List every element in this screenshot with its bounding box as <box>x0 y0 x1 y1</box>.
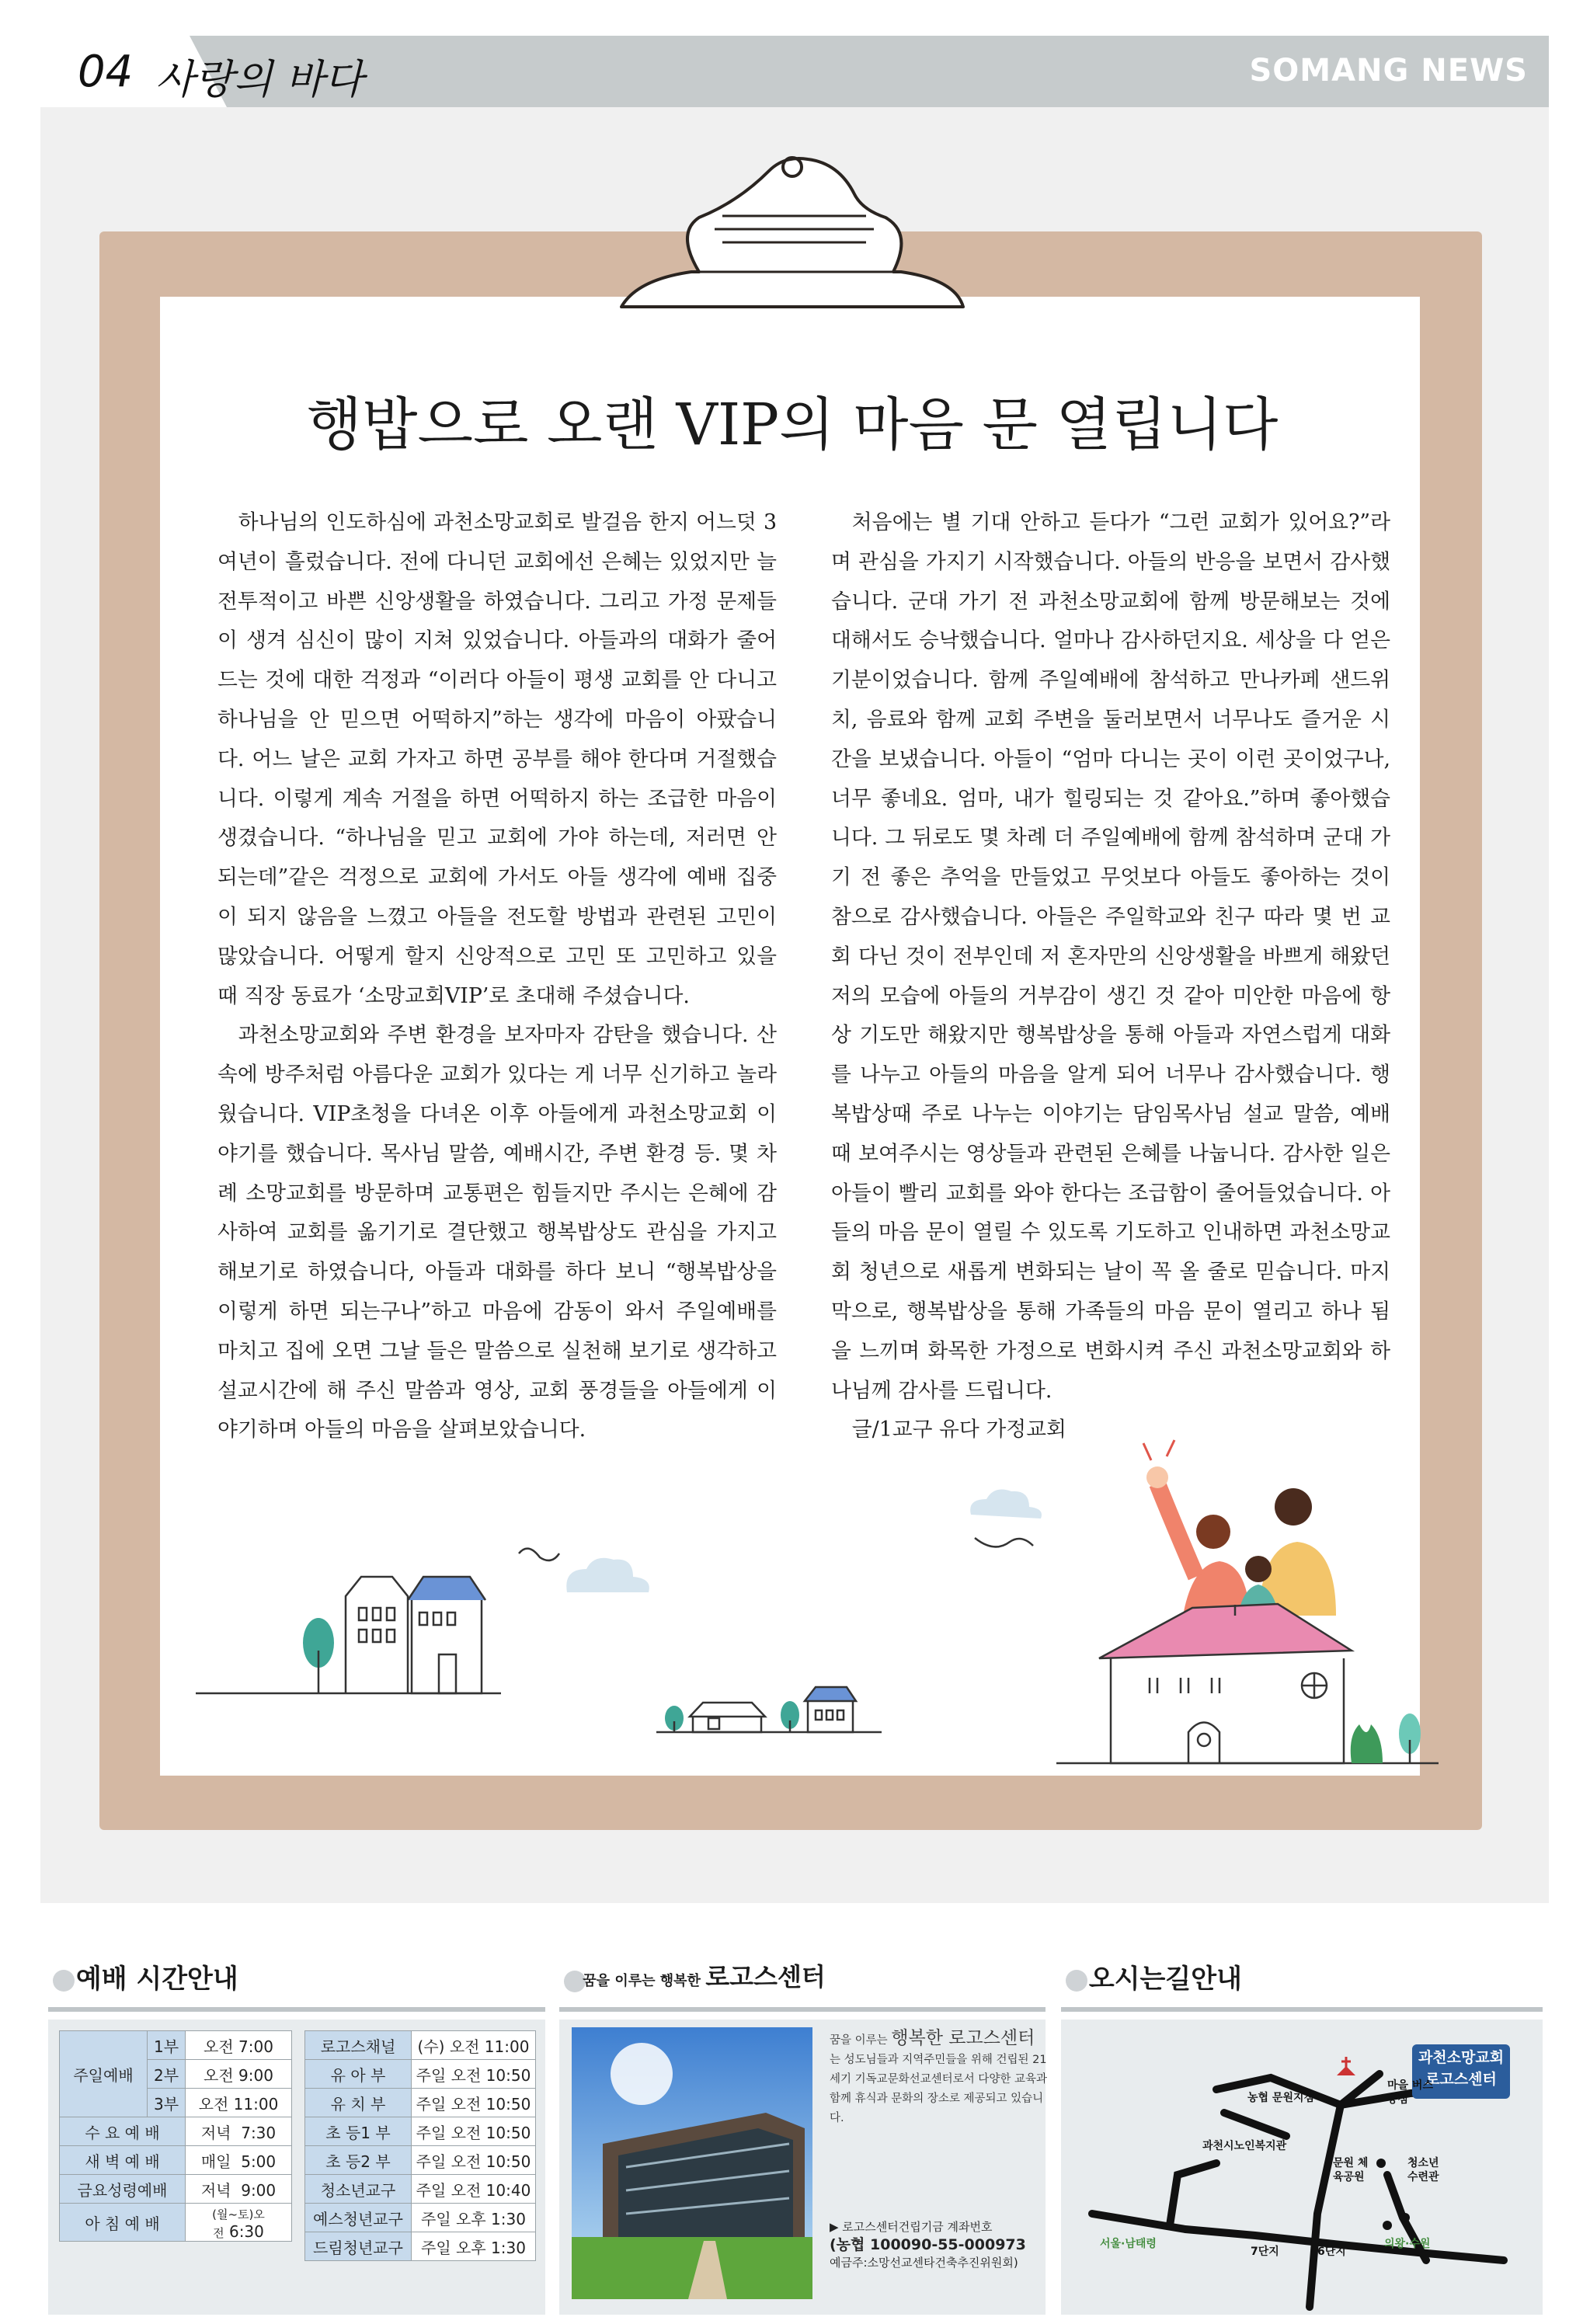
table-cell: 주일 오전 10:50 <box>412 2146 536 2175</box>
directions-heading: 오시는길안내 <box>1066 1957 1242 2004</box>
table-cell: 주일 오전 10:50 <box>412 2089 536 2117</box>
worship-heading: 예배 시간안내 <box>53 1957 238 2004</box>
section-title: 사랑의 바다 <box>155 57 364 103</box>
table-cell: 1부 <box>148 2031 186 2060</box>
table-cell: 저녁 7:30 <box>186 2117 292 2146</box>
table-cell: 오전 9:00 <box>186 2060 292 2089</box>
section-divider <box>1061 2007 1543 2012</box>
houses-family-illustration <box>186 1429 1460 1779</box>
map-label: 마을 버스종점 <box>1387 2079 1433 2106</box>
table-cell: 2부 <box>148 2060 186 2089</box>
table-cell: 예스청년교구 <box>305 2204 412 2232</box>
table-cell: 초 등2 부 <box>305 2146 412 2175</box>
logos-heading: 꿈을 이루는 행복한 로고스센터 <box>564 1957 826 2004</box>
table-row <box>305 2232 536 2261</box>
article-title: 행밥으로 오랜 VIP의 마음 문 열립니다 <box>306 391 1279 458</box>
table-row <box>305 2175 536 2204</box>
table-row <box>60 2117 292 2146</box>
article-paragraph: 과천소망교회와 주변 환경을 보자마자 감탄을 했습니다. 산속에 방주처럼 아름다운 교회가 있다는 게 너무 신기하고 놀라웠습니다. VIP초청을 다녀온 이후 아들에게 과천소망교회 이야기를 했습니다. 목사님 말씀, 예배시간, 주변 환경 등. 몇 차례 소망교회를 방문하며 교통편은 힘들지만 주시는 은혜에 감사하여 교회를 옮기기로 결단했고 행복밥상도 관심을 가지고 해보기로 하였습니다, 아들과 대화를 하다 보니 “행복밥상을 이렇게 하면 되는구나”하고 마음에 감동이 와서 주일예배를 마치고 집에 오면 그날 들은 말씀으로 실천해 보기로 생각하고 설교시간에 해 주신 말씀과 영상, 교회 풍경들을 아들에게 이야기하며 아들의 마음을 살펴보았습니다. <box>217 1023 777 1442</box>
table-cell: 오전 11:00 <box>186 2089 292 2117</box>
article-paragraph: 하나님의 인도하심에 과천소망교회로 발걸음 한지 어느덧 3여년이 흘렀습니다. 전에 다니던 교회에선 은혜는 있었지만 늘 전투적이고 바쁜 신앙생활을 하였습니다. 그리고 가정 문제들이 생겨 심신이 많이 지쳐 있었습니다. 아들과의 대화가 줄어드는 것에 대한 걱정과 “이러다 아들이 평생 교회를 안 다니고 하나님을 안 믿으면 어떡하지”하는 생각에 마음이 아팠습니다. 어느 날은 교회 가자고 하면 공부를 해야 한다며 거절했습니다. 이렇게 계속 거절을 하면 어떡하지 하는 조급한 마음이 생겼습니다. “하나님을 믿고 교회에 가야 하는데, 저러면 안 되는데”같은 걱정으로 교회에 가서도 아들 생각에 예배 집중이 되지 않음을 느꼈고 아들을 전도할 방법과 관련된 고민이 많았습니다. 어떻게 할지 신앙적으로 고민 또 고민하고 있을 때 직장 동료가 ‘소망교회VIP’로 초대해 주셨습니다. <box>217 510 777 1008</box>
page-number: 04 <box>78 47 134 97</box>
table-row <box>60 2146 292 2175</box>
church-location-badge: 과천소망교회 로고스센터 <box>1412 2044 1510 2099</box>
table-cell: 청소년교구 <box>305 2175 412 2204</box>
table-cell: 저녁 9:00 <box>186 2175 292 2204</box>
table-cell: 매일 5:00 <box>186 2146 292 2175</box>
map-label: 의왕·수원 <box>1384 2238 1431 2250</box>
table-row <box>305 2146 536 2175</box>
table-cell: 아 침 예 배 <box>60 2204 186 2242</box>
map-label: 7단지 <box>1251 2246 1279 2258</box>
map-label: 청소년 수련관 <box>1407 2157 1439 2183</box>
article-column-left <box>217 503 777 1450</box>
worship-table-main <box>59 2030 292 2242</box>
map-label: 과천시노인복지관 <box>1202 2140 1287 2152</box>
table-cell: 3부 <box>148 2089 186 2117</box>
brand-logo: SOMANG NEWS <box>1249 53 1528 89</box>
section-bullet-icon <box>1066 1970 1087 1992</box>
clipboard-clip-icon <box>606 124 979 326</box>
table-cell: 주일 오전 10:50 <box>412 2060 536 2089</box>
table-cell: 주일 오후 1:30 <box>412 2232 536 2261</box>
table-cell: 드림청년교구 <box>305 2232 412 2261</box>
map-label: 농협 문원지점 <box>1247 2092 1315 2104</box>
map-label: 6단지 <box>1317 2246 1346 2258</box>
table-row <box>305 2089 536 2117</box>
section-divider <box>559 2007 1046 2012</box>
article-byline: 글/1교구 유다 가정교회 <box>851 1418 1066 1442</box>
table-row <box>305 2204 536 2232</box>
table-row <box>60 2031 292 2060</box>
article-paragraph: 처음에는 별 기대 안하고 듣다가 “그런 교회가 있어요?”라며 관심을 가지기 시작했습니다. 아들의 반응을 보면서 감사했습니다. 군대 가기 전 과천소망교회에 함께 방문해보는 것에 대해서도 승낙했습니다. 얼마나 감사하던지요. 세상을 다 얻은 기분이었습니다. 함께 주일예배에 참석하고 만나카페 샌드위치, 음료와 함께 교회 주변을 둘러보면서 너무나도 즐거운 시간을 보냈습니다. 아들이 “엄마 다니는 곳이 이런 곳이었구나, 너무 좋네요. 엄마, 내가 힐링되는 것 같아요.”하며 좋아했습니다. 그 뒤로도 몇 차례 더 주일예배에 함께 참석하며 군대 가기 전 좋은 추억을 만들었고 무엇보다 아들도 좋아하는 것이 참으로 감사했습니다. 아들은 주일학교와 친구 따라 몇 번 교회 다닌 것이 전부인데 저 혼자만의 신앙생활을 바쁘게 해왔던 저의 모습에 아들의 거부감이 생긴 것 같아 미안한 마음에 항상 기도만 해왔지만 행복밥상을 통해 아들과 자연스럽게 대화를 나누고 아들의 마음을 알게 되어 너무나 감사했습니다. 행복밥상때 주로 나누는 이야기는 담임목사님 설교 말씀, 예배 때 보여주시는 영상들과 관련된 은혜를 나눕니다. 감사한 일은 아들이 빨리 교회를 와야 한다는 조급함이 줄어들었습니다. 아들의 마음 문이 열릴 수 있도록 기도하고 인내하면 과천소망교회 청년으로 새롭게 변화되는 날이 꼭 올 줄로 믿습니다. 마지막으로, 행복밥상을 통해 가족들의 마음 문이 열리고 하나 됨을 느끼며 화목한 가정으로 변화시켜 주신 과천소망교회와 하나님께 감사를 드립니다. <box>831 510 1390 1403</box>
table-row <box>60 2204 292 2242</box>
table-cell: 주일예배 <box>60 2031 148 2117</box>
logos-account-info: ▶ 로고스센터건립기금 계좌번호 (농협 100090-55-000973 예금주:소망선교센타건축추진위원회) <box>830 2220 1026 2270</box>
table-cell: 주일 오전 10:50 <box>412 2117 536 2146</box>
table-cell: 오전 7:00 <box>186 2031 292 2060</box>
table-cell: (월~토)오전 6:30 <box>186 2204 292 2242</box>
table-cell: 초 등1 부 <box>305 2117 412 2146</box>
logos-center-photo <box>572 2027 812 2299</box>
table-row <box>305 2117 536 2146</box>
table-row <box>60 2175 292 2204</box>
logos-description: 꿈을 이루는 행복한 로고스센터 는 성도님들과 지역주민들을 위해 건립된 21세기 기독교문화선교센터로서 다양한 교육과 함께 휴식과 문화의 장소로 제공되고 있습니다. <box>830 2028 1047 2124</box>
table-cell: 유 치 부 <box>305 2089 412 2117</box>
worship-table-departments <box>304 2030 536 2261</box>
article-column-right <box>831 503 1390 1450</box>
table-cell: 수 요 예 배 <box>60 2117 186 2146</box>
section-divider <box>48 2007 545 2012</box>
table-cell: (수) 오전 11:00 <box>412 2031 536 2060</box>
table-row <box>305 2031 536 2060</box>
map-label: 문원 체육공원 <box>1333 2157 1369 2183</box>
section-bullet-icon <box>53 1970 75 1992</box>
table-cell: 유 아 부 <box>305 2060 412 2089</box>
table-cell: 금요성령예배 <box>60 2175 186 2204</box>
table-cell: 새 벽 예 배 <box>60 2146 186 2175</box>
table-cell: 로고스채널 <box>305 2031 412 2060</box>
table-cell: 주일 오후 1:30 <box>412 2204 536 2232</box>
table-cell: 주일 오전 10:40 <box>412 2175 536 2204</box>
map-label: 서울·남태령 <box>1100 2238 1157 2250</box>
table-row <box>305 2060 536 2089</box>
